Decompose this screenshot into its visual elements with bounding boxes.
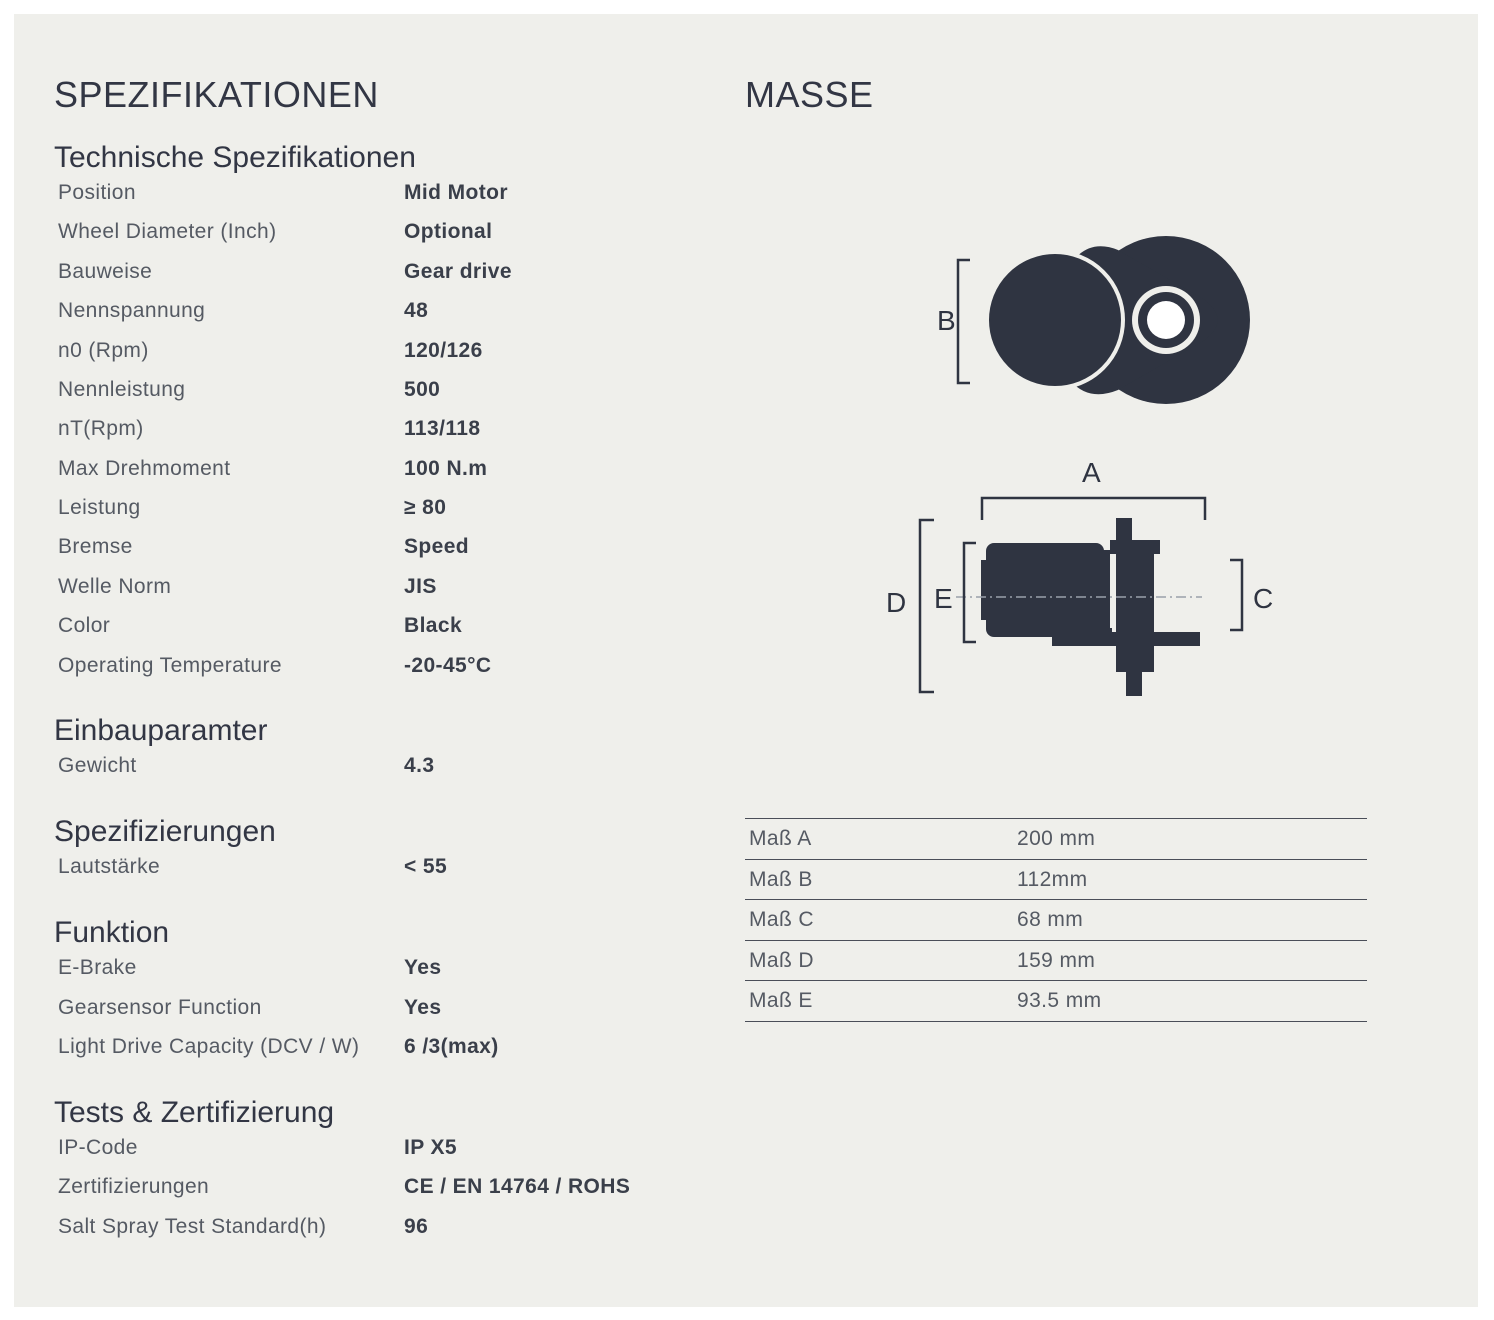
table-row (745, 900, 1367, 941)
spec-value: 120/126 (404, 339, 483, 362)
spec-value: Yes (404, 956, 442, 979)
bracket-e (964, 543, 976, 642)
spec-value: ≥ 80 (404, 496, 447, 519)
spec-value: 100 N.m (404, 457, 488, 480)
bracket-c (1230, 560, 1242, 630)
section-title-tests: Tests & Zertifizierung (54, 1096, 335, 1129)
dimension-value: 159 mm (1017, 948, 1096, 972)
spec-label: IP-Code (58, 1136, 138, 1159)
label-e: E (934, 583, 953, 614)
motor-side-view (987, 236, 1250, 404)
spec-value: CE / EN 14764 / ROHS (404, 1175, 631, 1198)
spec-value: 113/118 (404, 417, 481, 440)
spec-label: Max Drehmoment (58, 457, 231, 480)
specifications-heading: SPEZIFIKATIONEN (54, 74, 379, 115)
spec-label: Position (58, 181, 136, 204)
spec-value: 96 (404, 1215, 429, 1238)
spec-value: 4.3 (404, 754, 435, 777)
spec-label: E-Brake (58, 956, 137, 979)
section-title-installation: Einbauparamter (54, 714, 268, 747)
dimension-label: Maß D (749, 948, 814, 972)
spec-label: n0 (Rpm) (58, 339, 149, 362)
spec-label: Wheel Diameter (Inch) (58, 220, 277, 243)
spec-value: JIS (404, 575, 437, 598)
spec-label: Welle Norm (58, 575, 172, 598)
dimension-label: Maß A (749, 827, 812, 850)
table-row (745, 819, 1367, 860)
spec-label: Gewicht (58, 754, 137, 777)
label-a: A (1082, 457, 1101, 488)
spec-value: -20-45°C (404, 654, 492, 677)
dimension-label: Maß C (749, 908, 814, 931)
section-title-specifications: Spezifizierungen (54, 815, 276, 848)
label-b: B (937, 305, 956, 336)
table-row (745, 941, 1367, 982)
section-title-technical: Technische Spezifikationen (54, 141, 416, 174)
bracket-d (920, 520, 934, 692)
spec-label: Bauweise (58, 260, 153, 283)
spec-value: < 55 (404, 855, 448, 878)
spec-value: 500 (404, 378, 441, 401)
spec-label: Light Drive Capacity (DCV / W) (58, 1035, 360, 1058)
section-title-function: Funktion (54, 916, 170, 949)
spec-label: Salt Spray Test Standard(h) (58, 1215, 327, 1238)
spec-label: Operating Temperature (58, 654, 282, 677)
spec-label: Zertifizierungen (58, 1175, 210, 1198)
dimension-label: Maß E (749, 989, 813, 1012)
spec-value: 6 /3(max) (404, 1035, 499, 1058)
spec-value: Speed (404, 535, 470, 558)
spec-value: Optional (404, 220, 493, 243)
dimension-label: Maß B (749, 867, 813, 891)
spec-label: Bremse (58, 535, 133, 558)
spec-value: Gear drive (404, 260, 512, 283)
dimension-value: 68 mm (1017, 908, 1084, 931)
spec-value: 48 (404, 299, 429, 322)
spec-label: Lautstärke (58, 855, 161, 878)
spec-label: Nennleistung (58, 378, 186, 401)
spec-value: Black (404, 614, 463, 637)
dimensions-table (745, 818, 1367, 1022)
bracket-b (958, 260, 970, 383)
motor-front-view (981, 518, 1200, 696)
dimension-value: 112mm (1017, 867, 1088, 891)
spec-label: Leistung (58, 496, 141, 519)
spec-value: Mid Motor (404, 181, 508, 204)
dimensions-heading: MASSE (745, 74, 874, 115)
label-c: C (1253, 583, 1274, 614)
spec-value: Yes (404, 996, 442, 1019)
spec-label: Gearsensor Function (58, 996, 262, 1019)
spec-label: Color (58, 614, 111, 637)
motor-dimension-diagram (860, 220, 1300, 720)
spec-value: IP X5 (404, 1136, 457, 1159)
table-row (745, 860, 1367, 901)
label-d: D (886, 587, 907, 618)
dimension-value: 93.5 mm (1017, 989, 1102, 1012)
bracket-a (982, 498, 1205, 520)
dimension-value: 200 mm (1017, 827, 1096, 850)
spec-label: Nennspannung (58, 299, 206, 322)
table-row (745, 981, 1367, 1022)
spec-label: nT(Rpm) (58, 417, 144, 440)
